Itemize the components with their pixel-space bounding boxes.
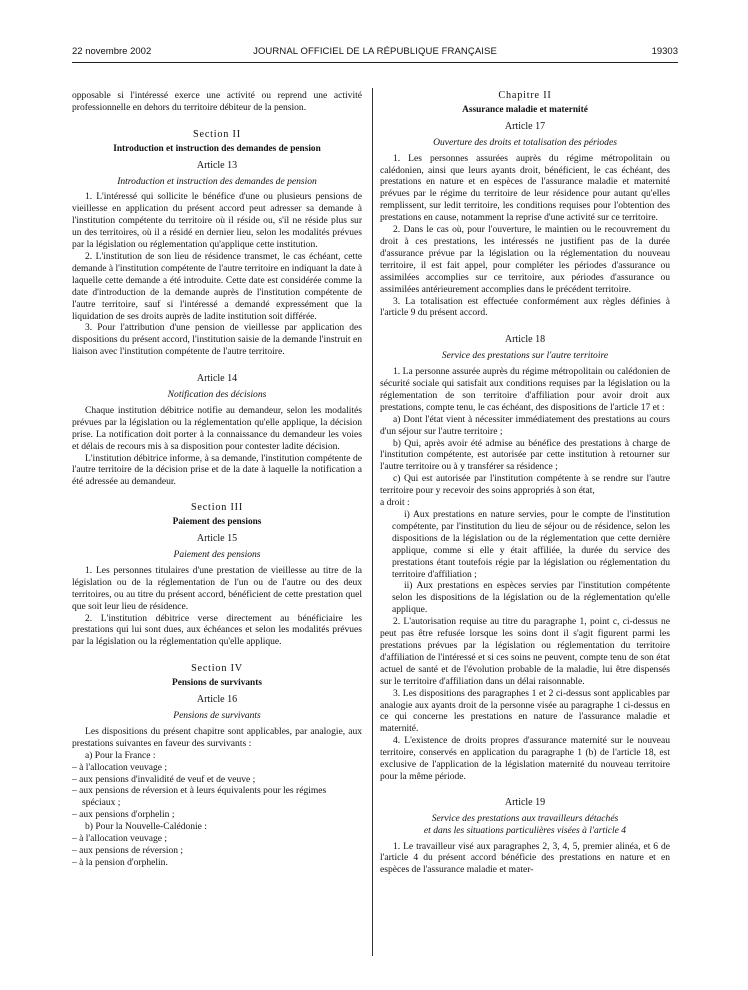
- right-column: [380, 90, 670, 876]
- list-item: – à la pension d'orphelin.: [72, 856, 168, 868]
- article-18-p1: 1. La personne assurée auprès du régime métropolitain ou calédonien de sécurité sociale qui satisfait aux conditions requises par la législation ou la réglementation de son territoire d'affiliation pour avoir droit aux prestations, compte tenu, le cas échéant, des dispositions de l'article 17 et :: [380, 366, 670, 413]
- article-13-subtitle: Introduction et instruction des demandes de pension: [117, 175, 317, 187]
- article-18-p3: 3. Les dispositions des paragraphes 1 et 2 ci-dessus sont applicables par analogie aux ayants droit de la personne visée au paragraphe 1 ci-dessus en ce qui concerne les prestations en nature de l'assurance maladie et maternité.: [380, 687, 670, 735]
- article-18-point-b: b) Qui, après avoir été admise au bénéfice des prestations à charge de l'institution compétente, est autorisée par cette institution à retourner sur l'autre territoire ou à y transférer sa résidence ;: [380, 437, 670, 473]
- intro-paragraph: opposable si l'intéressé exerce une activité ou reprend une activité professionnelle en dehors du territoire débiteur de la pension.: [72, 90, 362, 113]
- list-item: – aux pensions de réversion et à leurs équivalents pour les régimes spéciaux ;: [72, 785, 327, 809]
- page-number: 19303: [651, 46, 678, 57]
- list-item: – aux pensions de réversion ;: [72, 844, 184, 856]
- article-14-heading: Article 14: [196, 373, 238, 385]
- article-14-p2: L'institution débitrice informe, à sa demande, l'institution compétente de l'autre territoire de la décision prise et de la date à laquelle la notification a été adressée au demandeur.: [72, 452, 362, 488]
- article-16-subtitle: Pensions de survivants: [173, 709, 261, 721]
- list-item: – aux pensions d'invalidité de veuf et de veuve ;: [72, 773, 256, 785]
- chapter-heading: Chapitre II: [498, 90, 552, 101]
- article-18-p4: 4. L'existence de droits propres d'assurance maternité sur le nouveau territoire, conservés en application du paragraphe 1 (b) de l'article 18, est exclusive de l'application de la législation maternité du nouveau territoire pour la même période.: [380, 735, 670, 782]
- section-2-title: Introduction et instruction des demandes de pension: [113, 143, 321, 154]
- article-16-p1: Les dispositions du présent chapitre sont applicables, par analogie, aux prestations suivantes en faveur des survivants :: [72, 725, 362, 749]
- article-18-a-droit: a droit :: [380, 497, 410, 509]
- article-16-heading: Article 16: [196, 694, 238, 706]
- article-19-subtitle-1: Service des prestations aux travailleurs détachés: [431, 812, 619, 824]
- article-15-p1: 1. Les personnes titulaires d'une prestation de vieillesse au titre de la législation ou de la réglementation de l'un ou de l'autre ou des deux territoires, ou au titre du présent accord, bénéficient de cette prestation quel que soit leur lieu de résidence.: [72, 564, 362, 612]
- article-15-p2: 2. L'institution débitrice verse directement au bénéficiaire les prestations qui lui sont dues, aux échéances et selon les modalités prévues par la législation ou la réglementation qu'elle applique.: [72, 612, 362, 648]
- article-17-subtitle: Ouverture des droits et totalisation des périodes: [433, 136, 617, 148]
- article-18-point-a: a) Dont l'état vient à nécessiter immédiatement des prestations au cours d'un séjour sur l'autre territoire ;: [380, 413, 670, 437]
- article-15-heading: Article 15: [196, 533, 238, 545]
- article-18-point-i: i) Aux prestations en nature servies, pour le compte de l'institution compétente, par l'institution du lieu de séjour ou de résidence, selon les dispositions de la législation ou de la réglementation que cette dernière applique, comme si elle y était affiliée, la durée du service des prestations étant toutefois régie par la législation ou réglementation du territoire d'affiliation ;: [392, 509, 670, 580]
- article-15-subtitle: Paiement des pensions: [173, 549, 261, 560]
- article-18-point-c: c) Qui est autorisée par l'institution compétente à se rendre sur l'autre territoire pour y recevoir des soins appropriés à son état,: [380, 473, 670, 497]
- section-3-heading: Section III: [190, 502, 244, 514]
- article-17-p1: 1. Les personnes assurées auprès du régime métropolitain ou calédonien, ainsi que leurs ayants droit, bénéficient, le cas échéant, des prestations en nature et en espèces de l'assurance maladie et maternité prévues par le régime du territoire de leur résidence pour autant qu'elles remplissent, sur ledit territoire, les conditions requises pour l'obtention des prestations en cause, notamment la reprise d'une activité sur ce territoire.: [380, 152, 670, 224]
- article-13-p2: 2. L'institution de son lieu de résidence transmet, le cas échéant, cette demande à l'institution compétente de l'autre territoire en indiquant la date à laquelle cette demande a été introduite. Cette date est considérée comme la date d'introduction de la demande auprès de l'institution compétente de l'autre territoire, sauf si l'intéressé a demandé expressément que la liquidation de ses droits auprès de ladite institution soit différée.: [72, 250, 363, 322]
- page-header: [72, 46, 678, 60]
- article-18-point-ii: ii) Aux prestations en espèces servies par l'institution compétente selon les dispositions de la législation ou de la réglementation qu'elle applique.: [392, 580, 670, 616]
- header-rule: [72, 62, 678, 63]
- article-17-p2: 2. Dans le cas où, pour l'ouverture, le maintien ou le recouvrement du droit à ces prestations, les intéressés ne justifient pas de la durée d'assurance prévue par la législation ou la réglementation du nouveau territoire, il est fait appel, pour compléter les périodes d'assurance ou assimilées accomplies sur ce territoire, aux périodes d'assurance ou assimilées antérieurement accomplies dans le précédent territoire.: [380, 224, 670, 295]
- list-item: – à l'allocation veuvage ;: [72, 833, 168, 845]
- article-16-list-b-label: b) Pour la Nouvelle-Calédonie :: [85, 821, 207, 833]
- section-4-title: Pensions de survivants: [172, 678, 262, 689]
- article-18-subtitle: Service des prestations sur l'autre territoire: [441, 350, 609, 362]
- article-13-heading: Article 13: [196, 159, 238, 171]
- chapter-title: Assurance maladie et maternité: [462, 104, 588, 115]
- article-19-subtitle-2: et dans les situations particulières visées à l'article 4: [423, 824, 627, 836]
- list-item: – à l'allocation veuvage ;: [72, 761, 168, 773]
- issue-date: 22 novembre 2002: [72, 46, 152, 57]
- column-divider: [372, 88, 373, 956]
- section-3-title: Paiement des pensions: [172, 517, 262, 528]
- article-18-heading: Article 18: [504, 334, 546, 346]
- journal-title: JOURNAL OFFICIEL DE LA RÉPUBLIQUE FRANÇAISE: [253, 46, 497, 57]
- article-14-p1: Chaque institution débitrice notifie au demandeur, selon les modalités prévues par la législation ou la réglementation qu'elle applique, la décision prise. La notification doit porter à la connaissance du demandeur les voies et délais de recours mis à sa disposition pour contester ladite décision.: [72, 404, 362, 452]
- article-16-list-a-label: a) Pour la France :: [85, 749, 156, 761]
- list-item: – aux pensions d'orphelin ;: [72, 809, 175, 821]
- article-14-subtitle: Notification des décisions: [167, 389, 267, 401]
- article-18-p2: 2. L'autorisation requise au titre du paragraphe 1, point c, ci-dessus ne peut pas être refusée lorsque les soins dont il s'agit figurent parmi les prestations prévues par la législation ou réglementation du territoire d'affiliation de l'intéressé et si ces soins ne peuvent, compte tenu de son état actuel de santé et de l'évolution probable de la maladie, lui être dispensés sur le territoire d'affiliation dans un délai raisonnable.: [380, 616, 670, 687]
- article-17-heading: Article 17: [504, 120, 546, 132]
- section-2-heading: Section II: [193, 128, 241, 140]
- section-4-heading: Section IV: [191, 663, 243, 675]
- article-13-p1: 1. L'intéressé qui sollicite le bénéfice d'une ou plusieurs pensions de vieillesse en application du présent accord peut adresser sa demande à l'institution compétente du territoire où il réside ou, s'il ne réside plus sur un des territoires, où il a résidé en dernier lieu, selon les modalités prévues par la législation ou réglementation qu'applique cette institution.: [72, 191, 362, 251]
- article-19-heading: Article 19: [504, 796, 546, 808]
- article-13-p3: 3. Pour l'attribution d'une pension de vieillesse par application des dispositions du présent accord, l'institution saisie de la demande l'instruit en liaison avec l'institution compétente de l'autre territoire.: [72, 322, 362, 358]
- article-17-p3: 3. La totalisation est effectuée conformément aux règles définies à l'article 9 du présent accord.: [380, 295, 670, 319]
- left-column: [72, 90, 362, 869]
- article-19-p1: 1. Le travailleur visé aux paragraphes 2, 3, 4, 5, premier alinéa, et 6 de l'article 4 du présent accord bénéficie des prestations en nature et en espèces de l'assurance maladie et mater-: [380, 840, 670, 876]
